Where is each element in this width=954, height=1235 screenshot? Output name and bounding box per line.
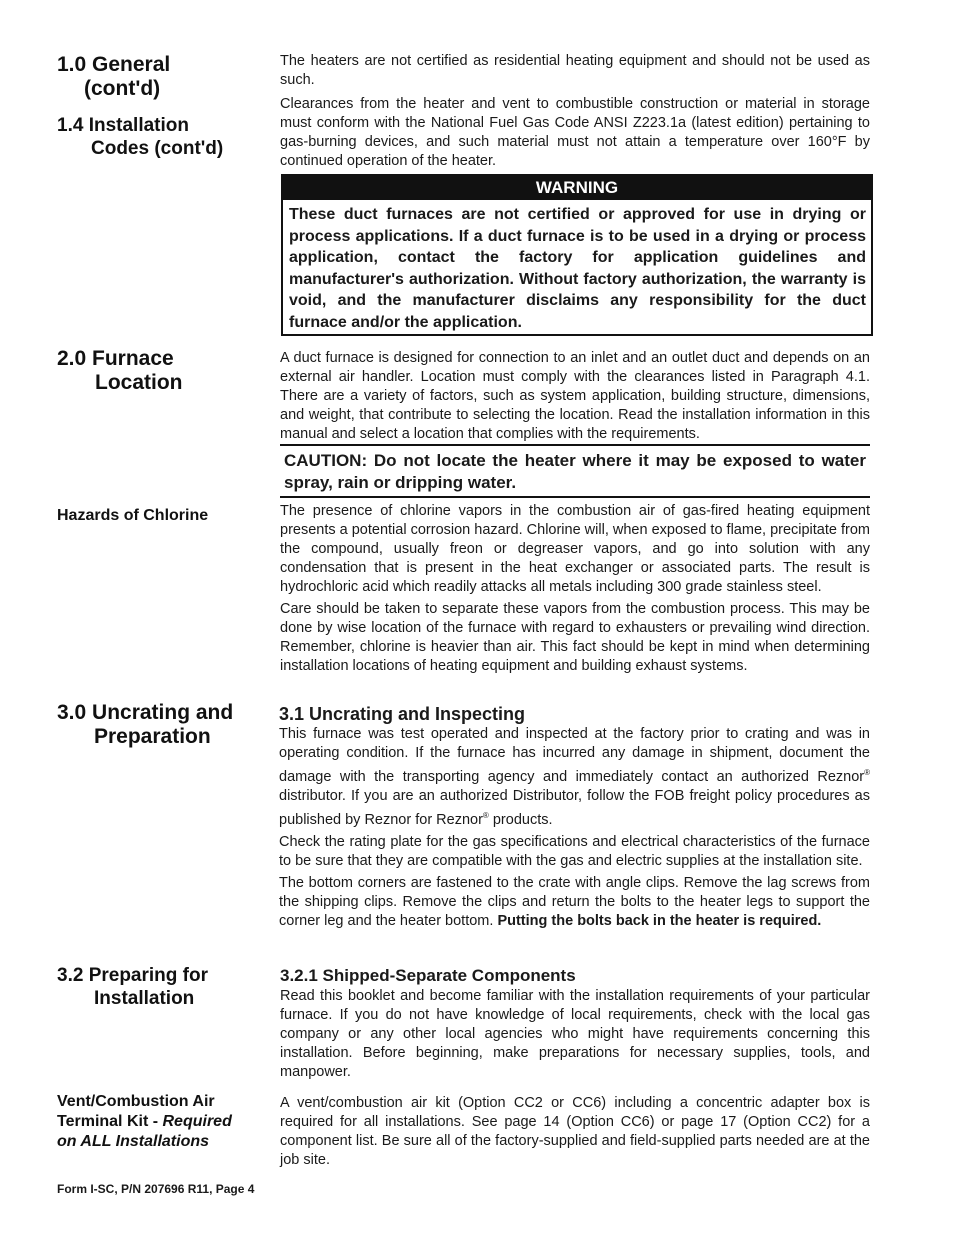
heading-general-line2: (cont'd)	[84, 77, 161, 100]
registered-mark: ®	[482, 810, 489, 820]
location-body	[280, 349, 870, 444]
caution-text: CAUTION: Do not locate the heater where it may be exposed to water spray, rain or dripping water.	[280, 444, 870, 498]
heading-general	[57, 53, 257, 101]
heading-codes-line1: 1.4 Installation	[57, 115, 189, 136]
caution-box	[280, 444, 870, 498]
heading-hazards-chlorine: Hazards of Chlorine	[57, 507, 209, 524]
heading-vent-line3: on ALL Installations	[57, 1133, 210, 1150]
preparing-subtitle: 3.2.1 Shipped-Separate Components	[280, 966, 576, 985]
heading-vent-line2: Terminal Kit -	[57, 1113, 163, 1130]
page-footer: Form I-SC, P/N 207696 R11, Page 4	[57, 1182, 255, 1196]
heading-furnace-location	[57, 347, 257, 395]
heading-vent-line1: Vent/Combustion Air	[57, 1093, 215, 1110]
heading-installation-codes	[57, 114, 267, 160]
heading-location-line2: Location	[95, 371, 183, 394]
vent-kit-body	[280, 1094, 870, 1170]
heading-location-line1: 2.0 Furnace	[57, 347, 174, 370]
chlorine-paragraph-1: The presence of chlorine vapors in the combustion air of gas-fired heating equipment presents a potential corrosion hazard. Chlorine will, when exposed to flame, precipitate from the compound, usually freon or degreaser vapors, and go into solution with any condensation that is present in the heat exchanger or associated parts. The result is hydrochloric acid which readily attacks all metals including 300 grade stainless steel.	[280, 503, 870, 595]
warning-box	[281, 174, 873, 336]
uncrating-paragraph-1: This furnace was test operated and inspected at the factory prior to crating and was in operating condition. If the furnace has incurred any damage in shipment, document the damage with the transporting agency and immediately contact an authorized Reznor® distributor. If you are an authorized Distributor, follow the FOB freight policy procedures as published by Reznor for Reznor® products.	[279, 726, 870, 828]
warning-heading: WARNING	[283, 176, 871, 200]
heading-uncrating-line1: 3.0 Uncrating and	[57, 701, 234, 724]
codes-body	[280, 52, 870, 171]
vent-kit-paragraph-1: A vent/combustion air kit (Option CC2 or CC6) including a concentric adapter box is required for all installations. See page 14 (Option CC6) or page 17 (Option CC2) for a component list. Be sure all of the factory-supplied and field-supplied parts needed are at the job site.	[280, 1095, 870, 1168]
heading-preparing	[57, 964, 267, 1010]
heading-preparing-line2: Installation	[94, 988, 195, 1009]
heading-preparing-line1: 3.2 Preparing for	[57, 965, 208, 986]
codes-paragraph-1: The heaters are not certified as residential heating equipment and should not be used as such.	[280, 53, 870, 88]
uncrating-body	[279, 703, 870, 931]
location-paragraph-1: A duct furnace is designed for connection to an inlet and an outlet duct and depends on an external air handler. Location must comply with the clearances listed in Paragraph 4.1. There are a variety of factors, such as system application, building structure, dimensions, and weight, that contribute to selecting the location. Read the installation information in this manual and select a location that complies with the requirements.	[280, 350, 870, 442]
heading-codes-line2: Codes (cont'd)	[91, 138, 224, 159]
registered-mark: ®	[864, 768, 870, 777]
heading-uncrating	[57, 701, 267, 749]
preparing-paragraph-1: Read this booklet and become familiar with the installation requirements of your particular furnace. If you do not have knowledge of local requirements, check with the local gas company or any other local agencies who might have requirements concerning this installation. Before beginning, make preparations for necessary supplies, tools, and manpower.	[280, 988, 870, 1080]
warning-text: These duct furnaces are not certified or approved for use in drying or process applications. If a duct furnace is to be used in a drying or process application, contact the factory for application guidelines and manufacturer's authorization. Without factory authorization, the warranty is void, and the manufacturer disclaims any responsibility for the duct furnace and/or the application.	[289, 206, 866, 331]
heading-vent-line2-italic: Required	[162, 1113, 232, 1130]
preparing-body	[280, 965, 870, 1082]
uncrating-paragraph-2: Check the rating plate for the gas specifications and electrical characteristics of the furnace to be sure that they are compatible with the gas and electric supplies at the installation site.	[279, 833, 870, 869]
heading-general-line1: 1.0 General	[57, 53, 171, 76]
chlorine-body	[280, 502, 870, 676]
uncrating-paragraph-3: The bottom corners are fastened to the crate with angle clips. Remove the lag screws from the shipping clips. Remove the clips and return the bolts to the heater legs to support the corner leg and the heater bottom. Putting the bolts back in the heater is required.	[279, 874, 870, 929]
heading-uncrating-line2: Preparation	[94, 725, 211, 748]
heading-vent-kit	[57, 1092, 267, 1152]
bolts-required-note: Putting the bolts back in the heater is required.	[497, 912, 822, 929]
chlorine-paragraph-2: Care should be taken to separate these vapors from the combustion process. This may be done by wise location of the furnace with regard to exhausters or prevailing wind direction. Remember, chlorine is heavier than air. This fact should be kept in mind when determining installation locations of heating equipment and building exhaust systems.	[280, 601, 870, 674]
codes-paragraph-2: Clearances from the heater and vent to combustible construction or material in storage must conform with the National Fuel Gas Code ANSI Z223.1a (latest edition) pertaining to gas-burning devices, and such material must not attain a temperature over 160°F by continued operation of the heater.	[280, 96, 870, 169]
uncrating-subtitle: 3.1 Uncrating and Inspecting	[279, 704, 526, 724]
